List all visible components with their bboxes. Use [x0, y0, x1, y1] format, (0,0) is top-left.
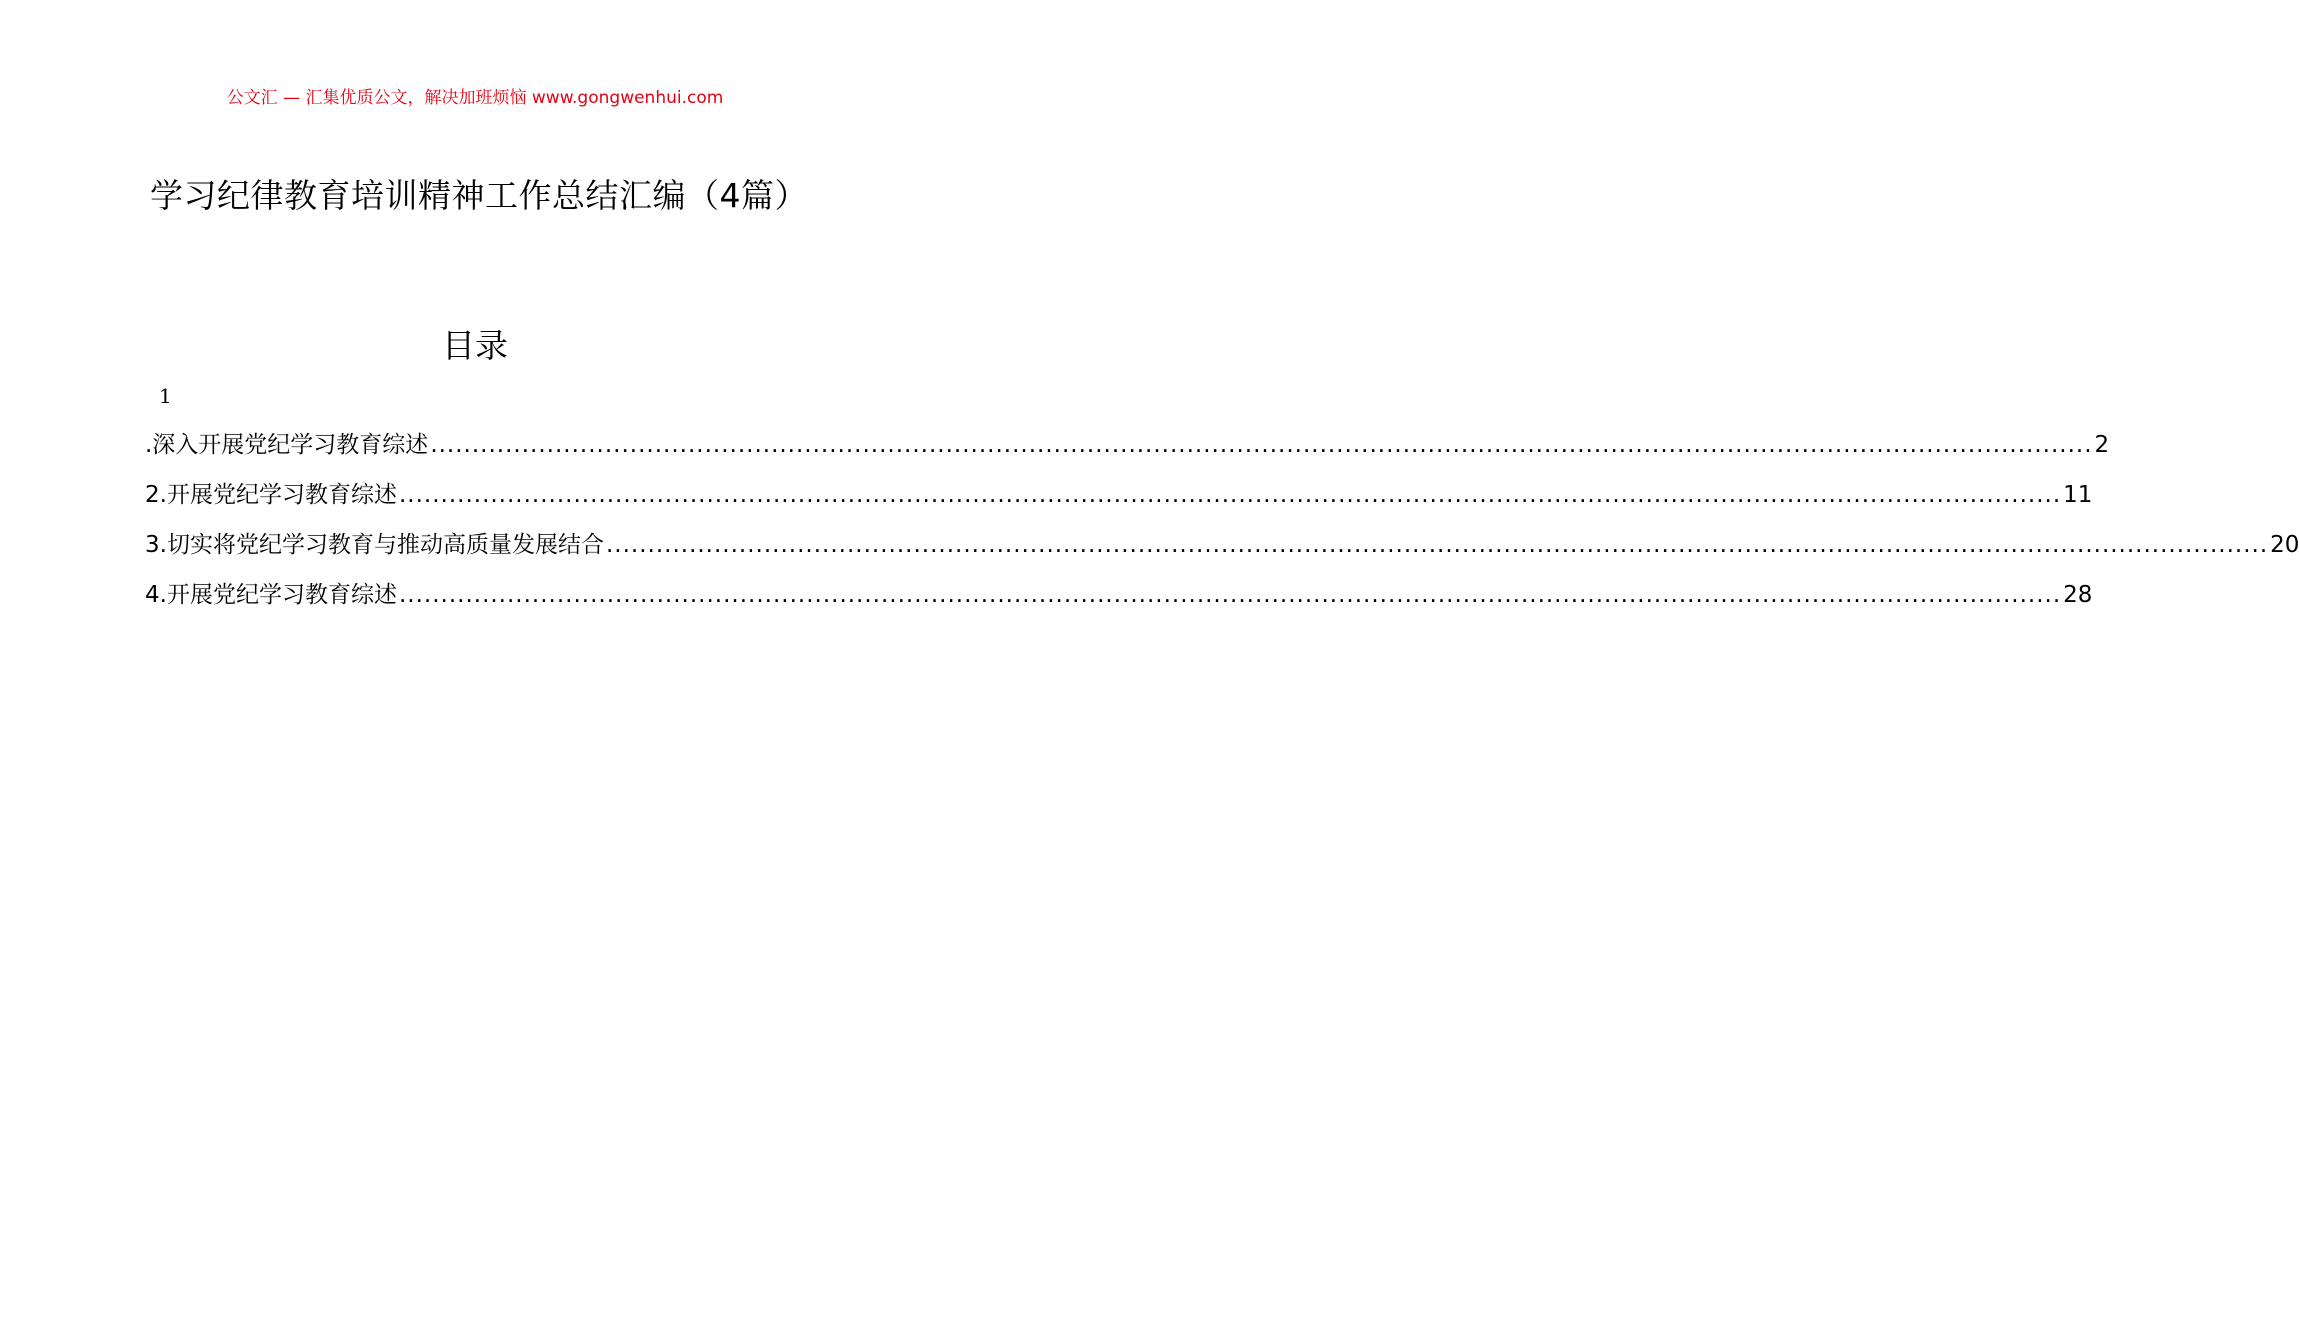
toc-leader-dots: ........................................................................................................................................................................................................: [605, 532, 2269, 558]
toc-entry-title: .深入开展党纪学习教育综述: [145, 432, 429, 458]
toc-leader-dots: ........................................................................................................................................................................................................: [430, 432, 2093, 458]
toc-entry-page: 2: [2094, 432, 2110, 458]
toc-leader-dots: ........................................................................................................................................................................................................: [398, 482, 2062, 508]
toc-entry[interactable]: [145, 574, 2093, 624]
toc-entry[interactable]: [145, 424, 2110, 474]
toc-entry-page: 20: [2270, 532, 2299, 558]
toc-entry-title: 4.开展党纪学习教育综述: [145, 582, 397, 608]
toc-entry-page: 28: [2063, 582, 2093, 608]
toc-leader-dots: ........................................................................................................................................................................................................: [398, 582, 2062, 608]
toc-entry[interactable]: [145, 474, 2093, 524]
toc-stray-number: 1: [159, 384, 172, 408]
document-title: 学习纪律教育培训精神工作总结汇编（4篇）: [150, 176, 808, 215]
toc-entry-title: 2.开展党纪学习教育综述: [145, 482, 397, 508]
toc-heading: 目录: [442, 326, 508, 365]
toc-entry[interactable]: [145, 524, 2299, 574]
toc-entry-page: 11: [2063, 482, 2093, 508]
toc-list: [145, 424, 2299, 624]
toc-entry-title: 3.切实将党纪学习教育与推动高质量发展结合: [145, 532, 604, 558]
site-banner: 公文汇 — 汇集优质公文，解决加班烦恼 www.gongwenhui.com: [226, 88, 724, 108]
